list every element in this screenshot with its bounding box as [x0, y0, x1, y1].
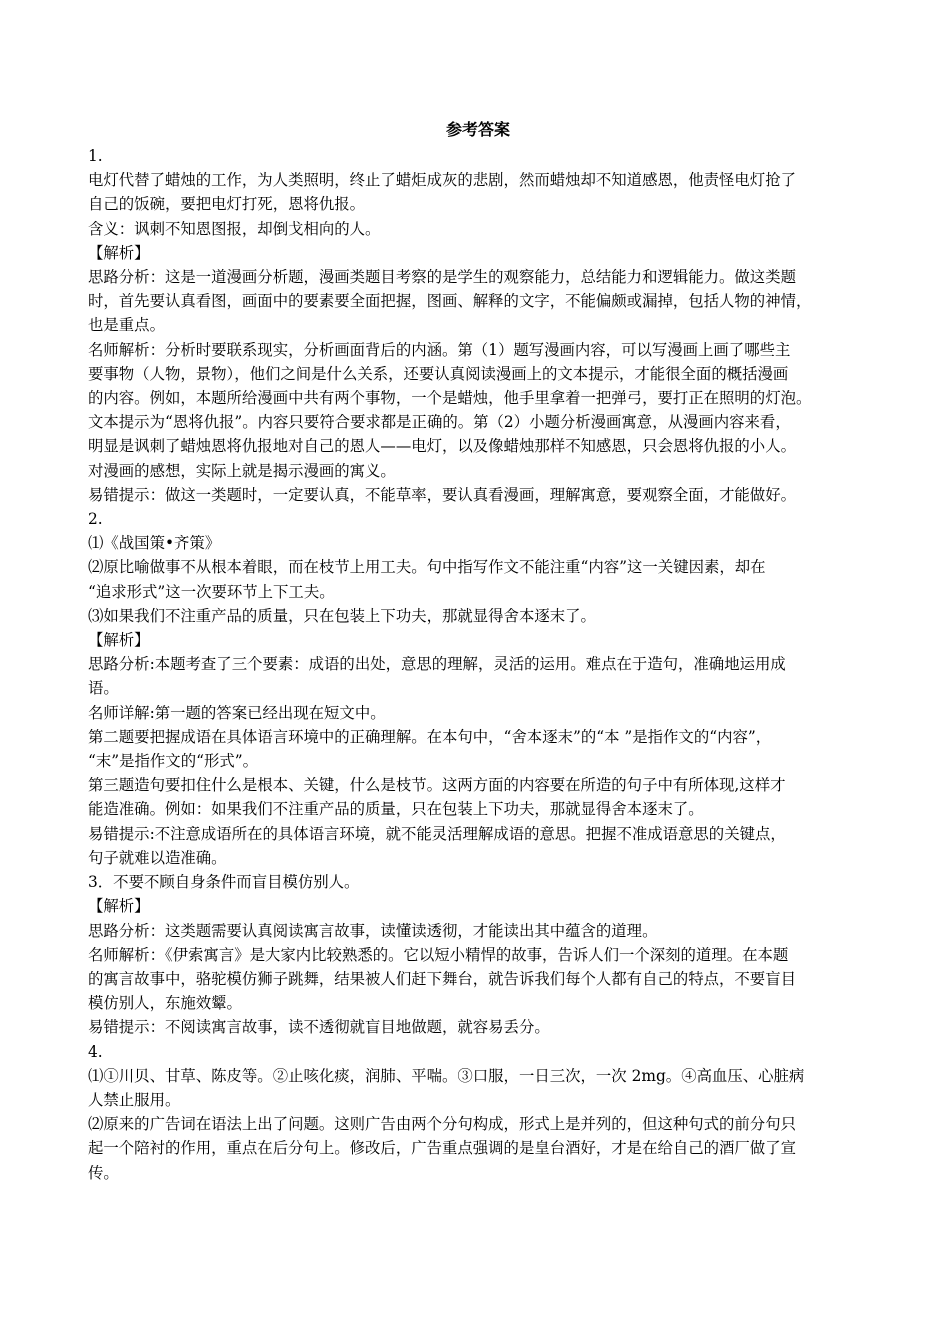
text-line: 明显是讽刺了蜡烛恩将仇报地对自己的恩人——电灯，以及像蜡烛那样不知感恩，只会恩将仇报的小人。	[88, 437, 796, 456]
text-line: 句子就难以造准确。	[88, 848, 227, 867]
text-line: 含义：讽刺不知恩图报，却倒戈相向的人。	[88, 219, 381, 238]
text-line: 【解析】	[88, 243, 150, 262]
text-line: 名师详解:第一题的答案已经出现在短文中。	[88, 703, 386, 722]
text-line: 语。	[88, 679, 119, 698]
text-line: 的寓言故事中，骆驼模仿狮子跳舞，结果被人们赶下舞台，就告诉我们每个人都有自己的特点，不要盲目	[88, 969, 796, 988]
text-line: 【解析】	[88, 631, 150, 650]
text-line: 思路分析：这类题需要认真阅读寓言故事，读懂读透彻，才能读出其中蕴含的道理。	[88, 921, 658, 940]
text-line: 易错提示：做这一类题时，一定要认真，不能草率，要认真看漫画，理解寓意，要观察全面，才能做好。	[88, 485, 796, 504]
text-line: ⑶如果我们不注重产品的质量，只在包装上下功夫，那就显得舍本逐末了。	[88, 606, 596, 625]
text-line: ⑴①川贝、甘草、陈皮等。②止咳化痰，润肺、平喘。③口服，一日三次，一次 2mg。④高血压、心脏病	[88, 1066, 805, 1085]
text-line: 1.	[88, 147, 103, 165]
text-line: 名师解析：分析时要联系现实，分析画面背后的内涵。第（1）题写漫画内容，可以写漫画上画了哪些主	[88, 340, 791, 359]
text-line: 2.	[88, 510, 103, 529]
text-line: 思路分析：这是一道漫画分析题，漫画类题目考察的是学生的观察能力，总结能力和逻辑能力。做这类题	[88, 268, 796, 287]
text-line: 能造准确。例如：如果我们不注重产品的质量，只在包装上下功夫，那就显得舍本逐末了。	[88, 800, 704, 819]
text-line: 易错提示：不阅读寓言故事，读不透彻就盲目地做题，就容易丢分。	[88, 1018, 550, 1037]
text-line: “追求形式”这一次要环节上下工夫。	[88, 582, 335, 601]
text-line: 也是重点。	[88, 316, 165, 335]
text-line: 【解析】	[88, 897, 150, 916]
text-line: 要事物（人物，景物），他们之间是什么关系，还要认真阅读漫画上的文本提示，才能很全面的概括漫画	[88, 364, 789, 383]
text-line: 人禁止服用。	[88, 1090, 181, 1109]
text-line: 传。	[88, 1163, 119, 1182]
text-line: 名师解析：《伊索寓言》是大家内比较熟悉的。它以短小精悍的故事，告诉人们一个深刻的道理。在本题	[88, 945, 789, 964]
text-line: 思路分析:本题考查了三个要素：成语的出处，意思的理解，灵活的运用。难点在于造句，准确地运用成	[88, 655, 786, 674]
text-line: ⑴《战国策•齐策》	[88, 534, 221, 553]
text-line: 4.	[88, 1042, 103, 1061]
answer-body	[88, 144, 868, 1185]
text-line: “末”是指作文的“形式”。	[88, 752, 258, 771]
text-line: 电灯代替了蜡烛的工作，为人类照明，终止了蜡炬成灰的悲剧，然而蜡烛却不知道感恩，他责怪电灯抢了	[88, 171, 796, 190]
text-line: 3．不要不顾自身条件而盲目模仿别人。	[88, 873, 360, 892]
text-line: 文本提示为“恩将仇报”。内容只要符合要求都是正确的。第（2）小题分析漫画寓意，从漫画内容来看，	[88, 413, 791, 432]
text-line: 第三题造句要扣住什么是根本、关键，什么是枝节。这两方面的内容要在所造的句子中有所体现,这样才	[88, 776, 786, 795]
document-title: 参考答案	[445, 120, 510, 139]
text-line: 自己的饭碗，要把电灯打死，恩将仇报。	[88, 195, 366, 214]
text-line: 的内容。例如，本题所给漫画中共有两个事物，一个是蜡烛，他手里拿着一把弹弓，要打正在照明的灯泡。	[88, 389, 812, 408]
text-line: 对漫画的感想，实际上就是揭示漫画的寓义。	[88, 461, 396, 480]
text-line: 时，首先要认真看图，画面中的要素要全面把握，图画、解释的文字，不能偏颇或漏掉，包括人物的神情，	[88, 292, 812, 311]
text-line: 模仿别人，东施效颦。	[88, 994, 242, 1013]
document-page	[88, 117, 868, 1185]
text-line: 第二题要把握成语在具体语言环境中的正确理解。在本句中，“舍本逐末”的“本 ”是指作文的“内容”，	[88, 727, 772, 746]
text-line: ⑵原比喻做事不从根本着眼，而在枝节上用工夫。句中指写作文不能注重“内容”这一关键因素，却在	[88, 558, 766, 577]
text-line: 起一个陪衬的作用，重点在后分句上。修改后，广告重点强调的是皇台酒好，才是在给自己的酒厂做了宣	[88, 1139, 796, 1158]
text-line: 易错提示:不注意成语所在的具体语言环境，就不能灵活理解成语的意思。把握不准成语意思的关键点，	[88, 824, 786, 843]
text-line: ⑵原来的广告词在语法上出了问题。这则广告由两个分句构成，形式上是并列的，但这种句式的前分句只	[88, 1115, 796, 1134]
